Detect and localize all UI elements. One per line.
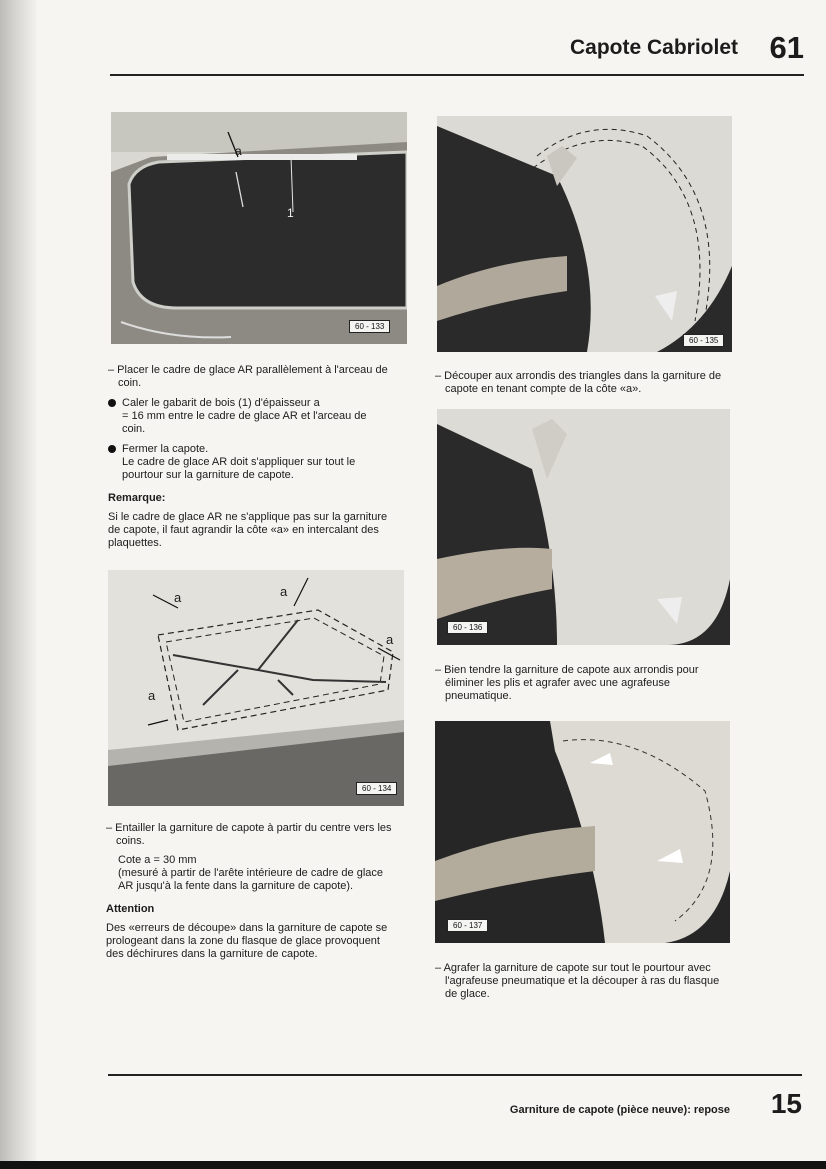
figure-label: 60 - 135 [683, 334, 724, 347]
dimension-value: Cote a = 30 mm [118, 854, 197, 866]
step-staple-trim: – Agrafer la garniture de capote sur tout le pourtour avec l'agrafeuse pneumatique et la découper à ras du flasque de glace. [435, 962, 720, 1000]
step-cut-triangles: – Découper aux arrondis des triangles dans la garniture de capote en tenant compte de la côte «a». [435, 370, 722, 395]
remark-text: Si le cadre de glace AR ne s'applique pas sur la garniture de capote, il faut agrandir la côte «a» en intercalant des plaquettes. [108, 511, 388, 549]
photo-60-135 [437, 116, 732, 352]
figure-label: 60 - 134 [356, 782, 397, 795]
bullet-text: Fermer la capote. [122, 443, 209, 455]
attention-heading: Attention [106, 903, 155, 915]
page-title: Capote Cabriolet [569, 36, 738, 59]
callout-a: a [280, 584, 288, 599]
right-step-2 [435, 664, 727, 703]
figure-label: 60 - 136 [447, 621, 488, 634]
callout-a: a [235, 144, 242, 158]
callout-a: a [386, 632, 394, 647]
left-block-1 [108, 364, 390, 550]
remark-heading: Remarque: [108, 492, 166, 504]
page-bottom-edge [0, 1161, 826, 1169]
bullet-note: Le cadre de glace AR doit s'appliquer sur tout le pourtour sur la garniture de capote. [122, 456, 356, 481]
bullet-text: Caler le gabarit de bois (1) d'épaisseur a [122, 397, 320, 409]
photo-60-137 [435, 721, 730, 943]
page-binding-shadow [0, 0, 36, 1169]
step-place-frame: – Placer le cadre de glace AR parallèlement à l'arceau de coin. [108, 364, 388, 389]
left-block-2 [106, 822, 392, 961]
step-stretch-staple: – Bien tendre la garniture de capote aux arrondis pour éliminer les plis et agrafer avec une agrafeuse pneumatique. [435, 664, 699, 702]
bullet-text-cont: = 16 mm entre le cadre de glace AR et l'arceau de coin. [122, 410, 367, 435]
section-number: 61 [769, 30, 804, 65]
bullet-item [108, 443, 390, 456]
header-rule [110, 74, 804, 76]
bullet-icon [108, 445, 116, 453]
callout-a: a [148, 688, 156, 703]
photo-60-136 [437, 409, 730, 645]
page-number: 15 [770, 1088, 802, 1119]
footer-title: Garniture de capote (pièce neuve): repose [509, 1104, 730, 1116]
step-notch-cover: – Entailler la garniture de capote à partir du centre vers les coins. [106, 822, 392, 847]
callout-1: 1 [287, 206, 294, 220]
bullet-item [108, 397, 390, 436]
photo-60-133 [111, 112, 407, 344]
attention-text: Des «erreurs de découpe» dans la garniture de capote se prologeant dans la zone du flasque de glace provoquent des déchirures dans la garniture de capote. [106, 922, 388, 960]
callout-a: a [174, 590, 182, 605]
figure-label: 60 - 137 [447, 919, 488, 932]
footer-rule [108, 1074, 802, 1076]
right-step-3 [435, 962, 727, 1001]
bullet-icon [108, 399, 116, 407]
right-step-1 [435, 370, 725, 396]
photo-60-134 [108, 570, 404, 806]
dimension-note: (mesuré à partir de l'arête intérieure de cadre de glace AR jusqu'à la fente dans la garniture de capote). [118, 867, 384, 892]
figure-label: 60 - 133 [349, 320, 390, 333]
